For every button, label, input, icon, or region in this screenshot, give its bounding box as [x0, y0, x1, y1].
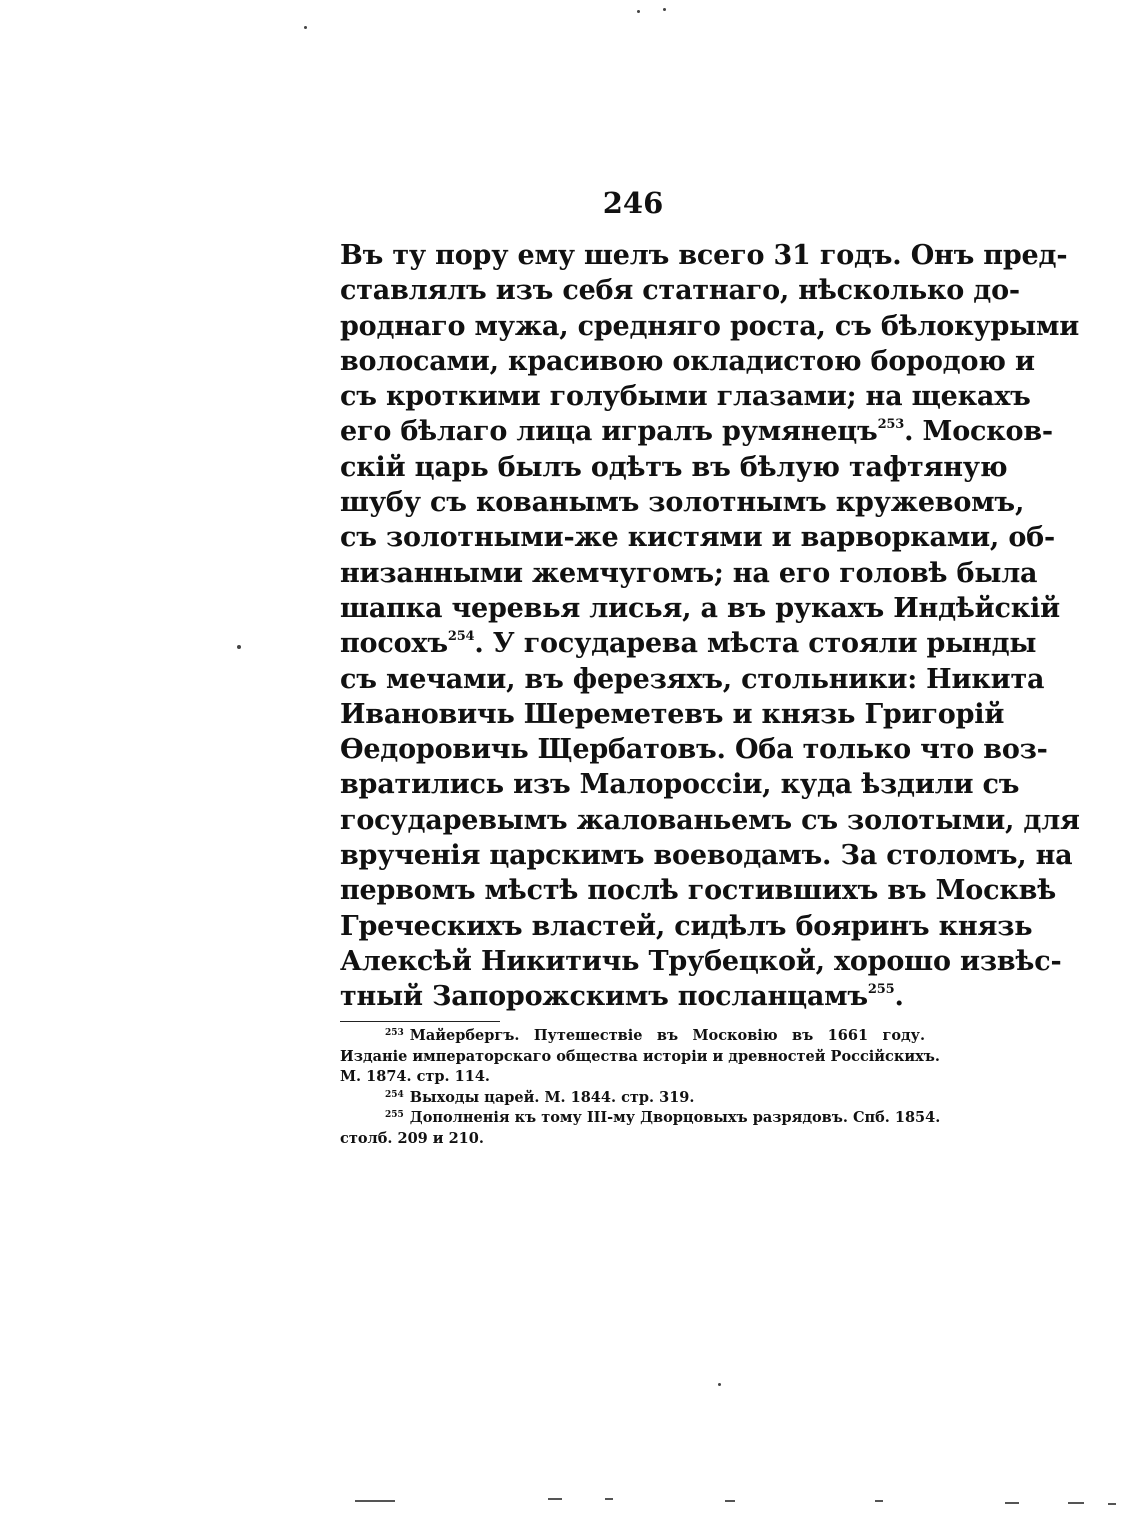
- text-line-content: съ кроткими голубыми глазами; на щекахъ: [340, 381, 1031, 413]
- footnote-reference: 253: [877, 417, 905, 433]
- text-line: [340, 520, 1055, 555]
- footnote-line: [340, 1067, 925, 1088]
- scan-mark: [605, 1498, 613, 1500]
- text-line-content: шубу съ кованымъ золотнымъ кружевомъ,: [340, 487, 1025, 519]
- footnote-number: 253: [385, 1028, 404, 1038]
- scan-mark: [355, 1500, 395, 1502]
- scan-speck: [663, 8, 666, 11]
- footnote-rule: [340, 1021, 500, 1022]
- scan-mark: [1108, 1503, 1116, 1505]
- text-line-content: посохъ: [340, 628, 448, 660]
- footnote-number: 254: [385, 1089, 404, 1100]
- text-line: [340, 873, 1056, 908]
- footnote-text: Выходы царей. М. 1844. стр. 319.: [409, 1088, 695, 1106]
- text-line: [340, 379, 1031, 414]
- text-line: [340, 309, 1080, 344]
- text-line-content: скій царь былъ одѣтъ въ бѣлую тафтяную: [340, 451, 1008, 483]
- text-line-content: первомъ мѣстѣ послѣ гостившихъ въ Москвѣ: [340, 875, 1056, 907]
- text-line: [340, 838, 1073, 873]
- text-line: [340, 944, 1062, 979]
- text-line-content: волосами, красивою окладистою бородою и: [340, 345, 1035, 377]
- scan-mark: [548, 1498, 562, 1500]
- text-line-content: шапка черевья лисья, а въ рукахъ Индѣйскій: [340, 592, 1060, 624]
- footnote-reference: 254: [447, 629, 475, 645]
- text-line: [340, 273, 1020, 308]
- page-number: 246: [602, 186, 664, 220]
- text-line-content: вратились изъ Малороссіи, куда ѣздили съ: [340, 769, 1020, 801]
- text-line-content: государевымъ жалованьемъ съ золотыми, для: [340, 804, 1080, 836]
- text-line-content: Ѳедоровичь Щербатовъ. Оба только что воз-: [340, 734, 1048, 766]
- text-line: [340, 450, 1008, 485]
- text-line: [340, 626, 1037, 661]
- main-text: [340, 238, 1080, 1015]
- scan-mark: [1068, 1502, 1084, 1504]
- text-line-tail: . Москов-: [904, 416, 1053, 448]
- text-line-content: съ мечами, въ ферезяхъ, стольники: Никита: [340, 663, 1045, 695]
- text-line-content: Ивановичь Шереметевъ и князь Григорій: [340, 698, 1005, 730]
- footnote-line: [340, 1026, 925, 1047]
- text-line-tail: . У государева мѣста стояли рынды: [474, 628, 1037, 660]
- text-line-content: тный Запорожскимъ посланцамъ: [340, 981, 868, 1013]
- text-line: [340, 909, 1033, 944]
- text-line: [340, 591, 1060, 626]
- text-line: [340, 697, 1005, 732]
- text-line-content: врученія царскимъ воеводамъ. За столомъ, на: [340, 840, 1073, 872]
- text-line-content: съ золотными-же кистями и варворками, об-: [340, 522, 1055, 554]
- footnote-text: Изданіе императорскаго общества исторіи и древностей Россійскихъ.: [340, 1047, 940, 1065]
- text-line-content: Алексѣй Никитичь Трубецкой, хорошо извѣс-: [340, 945, 1062, 977]
- footnote-line: [340, 1129, 925, 1150]
- text-line: [340, 238, 1068, 273]
- text-line-tail: .: [894, 981, 904, 1013]
- footnote-text: М. 1874. стр. 114.: [340, 1068, 490, 1085]
- text-line: [340, 556, 1038, 591]
- text-line: [340, 732, 1048, 767]
- scan-mark: [875, 1500, 883, 1502]
- scan-speck: [718, 1383, 721, 1386]
- scan-mark: [1005, 1502, 1019, 1504]
- text-line-content: его бѣлаго лица игралъ румянецъ: [340, 416, 878, 448]
- footnote-text: Майербергъ. Путешествіе въ Московію въ 1661 году.: [409, 1027, 925, 1044]
- text-line: [340, 767, 1020, 802]
- footnote-number: 255: [385, 1110, 404, 1120]
- footnote-reference: 255: [867, 982, 895, 998]
- text-line: [340, 344, 1035, 379]
- text-line-content: низанными жемчугомъ; на его головѣ была: [340, 557, 1038, 589]
- text-line: [340, 485, 1025, 520]
- text-line-content: Греческихъ властей, сидѣлъ бояринъ князь: [340, 910, 1033, 942]
- footnote-text: столб. 209 и 210.: [340, 1129, 484, 1147]
- scan-mark: [725, 1500, 735, 1502]
- scan-speck: [637, 10, 640, 13]
- text-line-content: роднаго мужа, средняго роста, съ бѣлокурыми: [340, 310, 1080, 342]
- footnote-line: [340, 1108, 941, 1129]
- text-line: [340, 414, 1053, 449]
- scan-speck: [237, 645, 241, 649]
- text-line: [340, 662, 1045, 697]
- footnotes: [340, 1026, 941, 1149]
- text-line-content: Въ ту пору ему шелъ всего 31 годъ. Онъ пред-: [340, 240, 1068, 271]
- text-line: [340, 979, 940, 1014]
- footnote-text: Дополненія къ тому III-му Дворцовыхъ разрядовъ. Спб. 1854.: [409, 1109, 941, 1126]
- text-line-content: ставлялъ изъ себя статнаго, нѣсколько до-: [340, 275, 1020, 307]
- footnote-line: [340, 1047, 940, 1068]
- scan-speck: [304, 26, 307, 29]
- text-line: [340, 803, 1080, 838]
- footnote-line: [340, 1088, 925, 1109]
